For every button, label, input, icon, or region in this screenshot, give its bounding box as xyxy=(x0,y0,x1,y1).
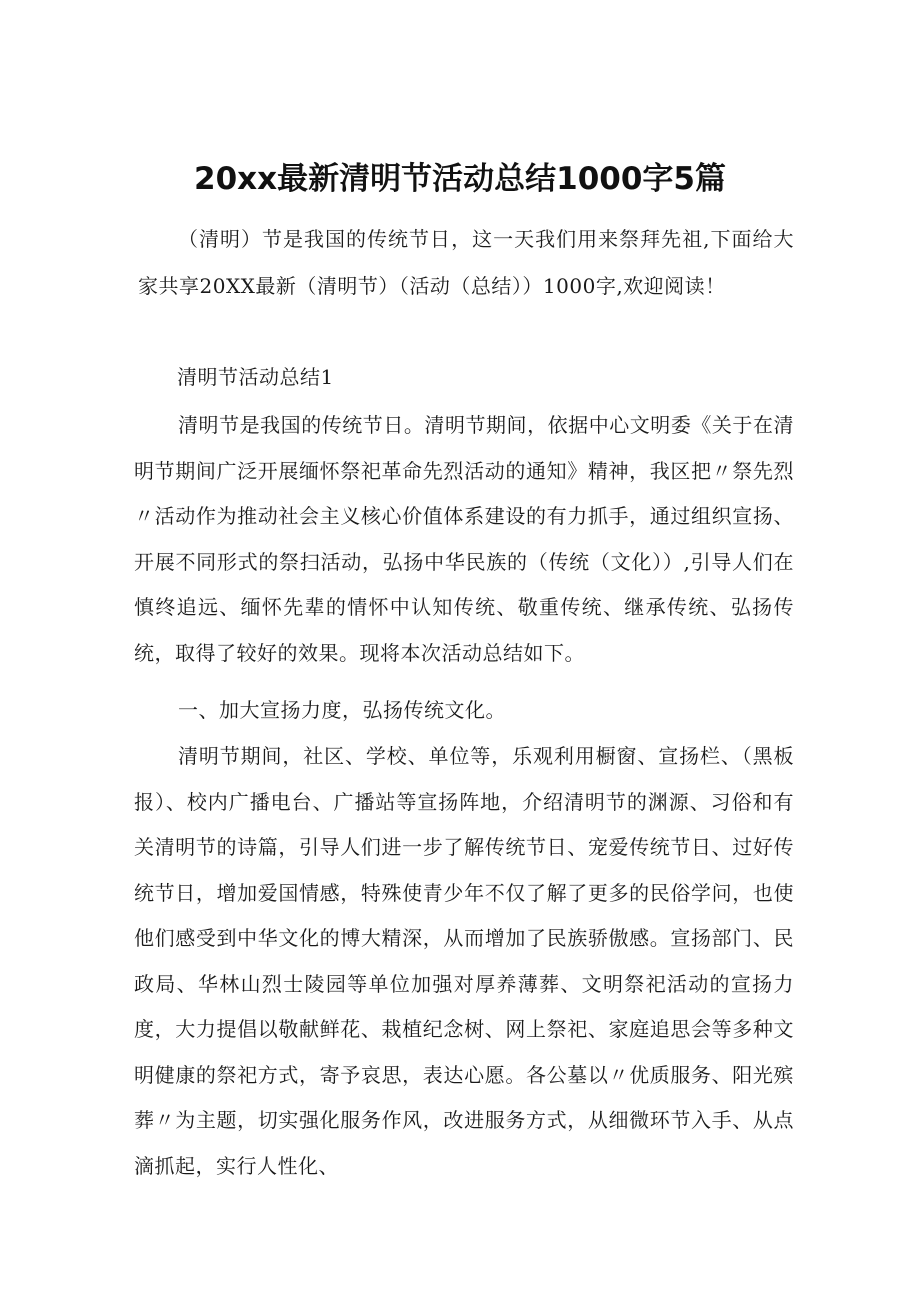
body-paragraph-2: 清明节期间，社区、学校、单位等，乐观利用橱窗、宣扬栏、（黑板报）、校内广播电台、广播站等宣扬阵地，介绍清明节的渊源、习俗和有关清明节的诗篇，引导人们进一步了解传统节日、宠爱传统节日、过好传统节日，增加爱国情感，特殊使青少年不仅了解了更多的民俗学问，也使他们感受到中华文化的博大精深，从而增加了民族骄傲感。宣扬部门、民政局、华林山烈士陵园等单位加强对厚养薄葬、文明祭祀活动的宣扬力度，大力提倡以敬献鲜花、栽植纪念树、网上祭祀、家庭追思会等多种文明健康的祭祀方式，寄予哀思，表达心愿。各公墓以〃优质服务、阳光殡葬〃为主题，切实强化服务作风，改进服务方式，从细微环节入手、从点滴抓起，实行人性化、 xyxy=(134,744,794,1178)
section-heading: 清明节活动总结1 xyxy=(177,365,334,389)
body-paragraph-1: 清明节是我国的传统节日。清明节期间，依据中心文明委《关于在清明节期间广泛开展缅怀祭祀革命先烈活动的通知》精神，我区把〃祭先烈〃活动作为推动社会主义核心价值体系建设的有力抓手，通过组织宣扬、开展不同形式的祭扫活动，弘扬中华民族的（传统（文化））,引导人们在慎终追远、缅怀先辈的情怀中认知传统、敬重传统、继承传统、弘扬传统，取得了较好的效果。现将本次活动总结如下。 xyxy=(134,413,794,665)
document-title: 20xx最新清明节活动总结1000字5篇 xyxy=(194,160,726,197)
intro-paragraph: （清明）节是我国的传统节日，这一天我们用来祭拜先祖,下面给大家共享20XX最新（清明节）（活动（总结））1000字,欢迎阅读！ xyxy=(138,227,794,298)
subheading-1: 一、加大宣扬力度，弘扬传统文化。 xyxy=(178,698,506,722)
